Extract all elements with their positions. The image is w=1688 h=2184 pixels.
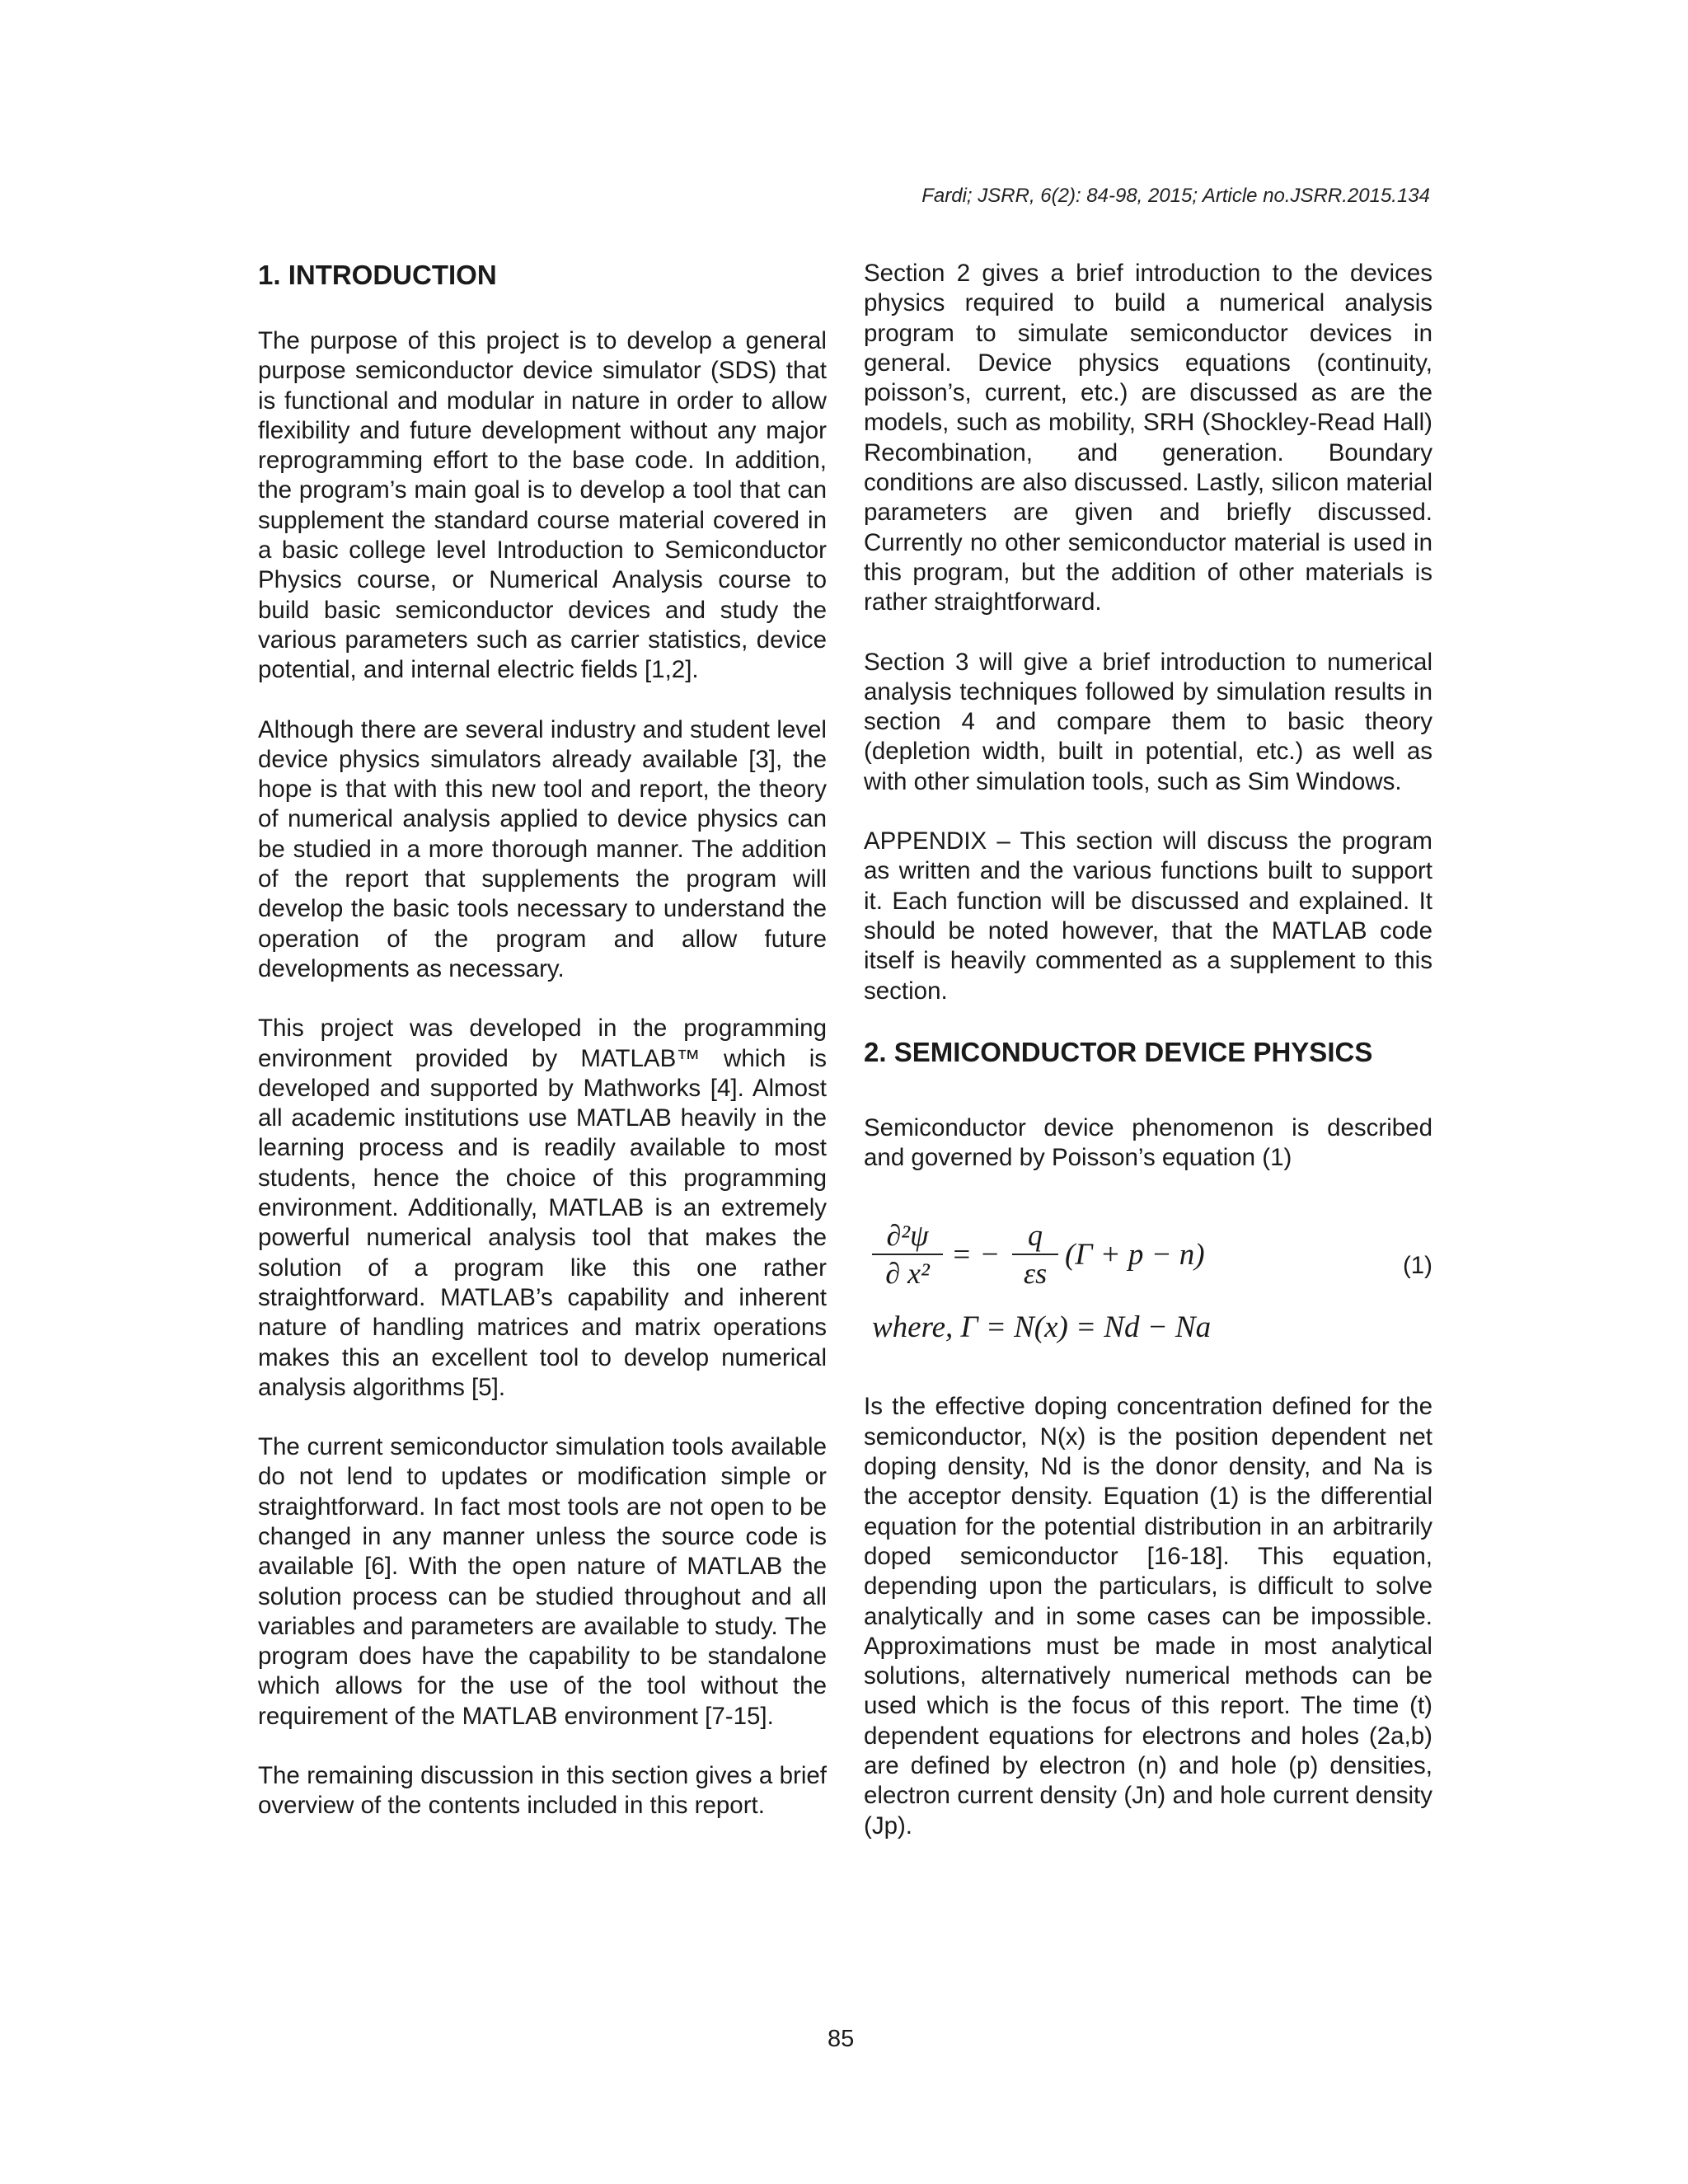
paragraph: Is the effective doping concentration defined for the semiconductor, N(x) is the position dependent net doping density, Nd is the donor density, and Na is the acceptor density. Equation (1) is the differential equation for the potential distribution in an arbitrarily doped semiconductor [16-18]. This equation, depending upon the particulars, is difficult to solve analytically and in some cases can be impossible. Approximations must be made in most analytical solutions, alternatively numerical methods can be used which is the focus of this report. The time (t) dependent equations for electrons and holes (2a,b) are defined by electron (n) and hole (p) densities, electron current density (Jn) and hole current density (Jp). [864,1393,1432,1840]
fraction-bar [1012,1254,1058,1255]
rhs-paren-term: (Γ + p − n) [1065,1238,1205,1272]
paragraph: The current semiconductor simulation tools available do not lend to updates or modification simple or straightforward. In fact most tools are not open to be changed in any manner unless the source code is available [6]. With the open nature of MATLAB the solution process can be studied throughout and all variables and parameters are available to study. The program does have the capability to be standalone which allows for the use of the tool without the requirement of the MATLAB environment [7-15]. [258,1433,827,1730]
equation-body [872,1219,1334,1351]
fraction-bar [872,1254,943,1255]
where-clause: where, Γ = N(x) = Nd − Na [872,1310,1212,1345]
rhs-numerator: q [1028,1219,1043,1253]
lhs-denominator: ∂ x² [885,1257,930,1291]
paragraph: Semiconductor device phenomenon is described and governed by Poisson’s equation (1) [864,1113,1432,1172]
equation-number: (1) [1402,1252,1432,1280]
lhs-fraction [872,1219,943,1290]
rhs-denominator: εs [1023,1257,1048,1291]
section-heading-device-physics: 2. SEMICONDUCTOR DEVICE PHYSICS [864,1036,1373,1067]
equals-minus: = − [951,1238,1001,1272]
poisson-equation [864,1202,1432,1359]
paragraph: This project was developed in the programming environment provided by MATLAB™ which is developed and supported by Mathworks [4]. Almost all academic institutions use MATLAB heavily in the learning process and is readily available to most students, hence the choice of this programming environment. Additionally, MATLAB is an extremely powerful numerical analysis tool that makes the solution of a program like this one rather straightforward. MATLAB’s capability and inherent nature of handling matrices and matrix operations makes this an excellent tool to develop numerical analysis algorithms [5]. [258,1015,827,1401]
right-column [864,259,1432,1871]
page-number: 85 [828,2026,855,2052]
left-column [258,259,827,1851]
paragraph: The remaining discussion in this section gives a brief overview of the contents included in this report. [258,1762,827,1820]
rhs-fraction [1012,1219,1058,1290]
paragraph: Although there are several industry and student level device physics simulators already available [3], the hope is that with this new tool and report, the theory of numerical analysis applied to device physics can be studied in a more thorough manner. The addition of the report that supplements the program will develop the basic tools necessary to understand the operation of the program and allow future developments as necessary. [258,715,827,982]
section-heading-introduction: 1. INTRODUCTION [258,260,497,290]
paragraph: APPENDIX – This section will discuss the program as written and the various functions built to support it. Each function will be discussed and explained. It should be noted however, that the MATLAB code itself is heavily commented as a supplement to this section. [864,827,1432,1005]
lhs-numerator: ∂²ψ [886,1219,929,1253]
paragraph: Section 2 gives a brief introduction to the devices physics required to build a numerical analysis program to simulate semiconductor devices in general. Device physics equations (continuity, poisson’s, current, etc.) are discussed as are the models, such as mobility, SRH (Shockley-Read Hall) Recombination, and generation. Boundary conditions are also discussed. Lastly, silicon material parameters are given and briefly discussed. Currently no other semiconductor material is used in this program, but the addition of other materials is rather straightforward. [864,260,1432,616]
paragraph: The purpose of this project is to develop a general purpose semiconductor device simulator (SDS) that is functional and modular in nature in order to allow flexibility and future development without any major reprogramming effort to the base code. In addition, the program’s main goal is to develop a tool that can supplement the standard course material covered in a basic college level Introduction to Semiconductor Physics course, or Numerical Analysis course to build basic semiconductor devices and study the various parameters such as carrier statistics, device potential, and internal electric fields [1,2]. [258,327,827,684]
running-header: Fardi; JSRR, 6(2): 84-98, 2015; Article no.JSRR.2015.134 [921,185,1430,207]
paragraph: Section 3 will give a brief introduction to numerical analysis techniques followed by simulation results in section 4 and compare them to basic theory (depletion width, built in potential, etc.) as well as with other simulation tools, such as Sim Windows. [864,648,1432,795]
